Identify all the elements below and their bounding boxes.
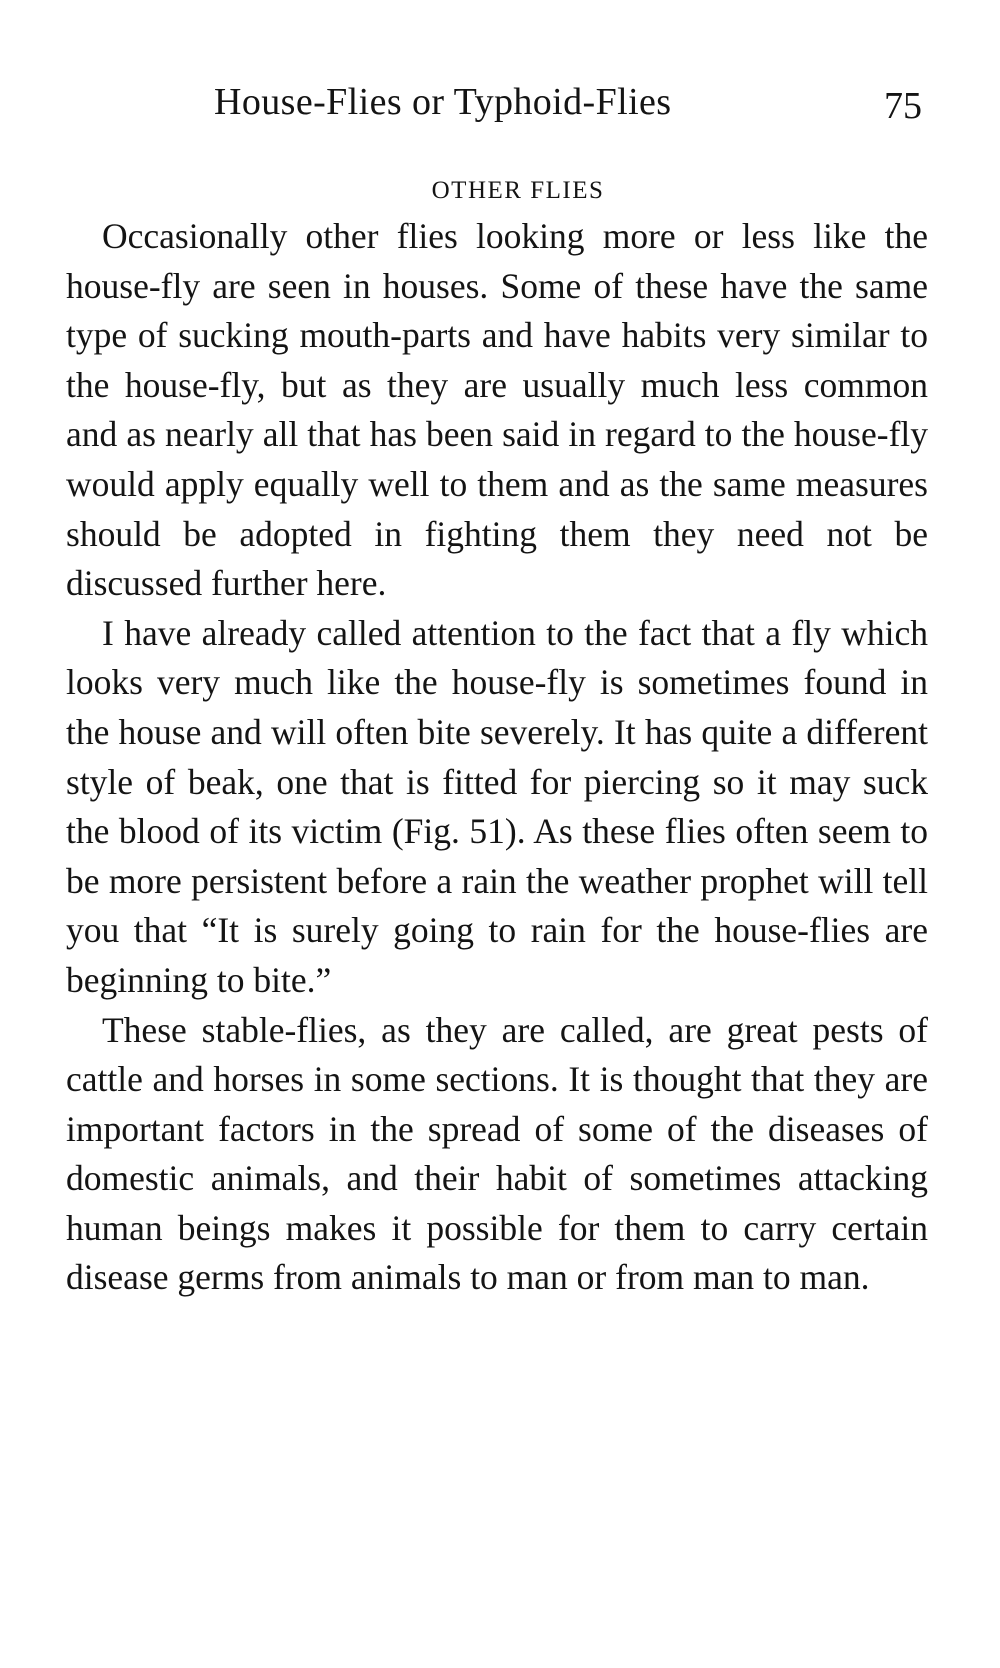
paragraph-other-flies: Occasionally other flies looking more or less like the house-fly are seen in houses. Some of these have the same type of sucking mouth-parts and have habits very similar to the house-fly, but as they are usually much less common and as nearly all that has been said in regard to the house-fly would apply equally well to them and as the same measures should be adopted in fighting them they need not be discussed further here. [66, 216, 928, 604]
paragraph-biting-fly: I have already called attention to the fact that a fly which looks very much like the house-fly is sometimes found in the house and will often bite severely. It has quite a different style of beak, one that is fitted for piercing so it may suck the blood of its victim (Fig. 51). As these flies often seem to be more persistent before a rain the weather prophet will tell you that “It is surely going to rain for the house-flies are beginning to bite.” [66, 612, 928, 1000]
paragraph-stable-flies: These stable-flies, as they are called, are great pests of cattle and horses in some sections. It is thought that they are important factors in the spread of some of the diseases of domestic animals, and their habit of sometimes attacking human beings makes it possible for them to carry certain disease germs from animals to man or from man to man. [66, 1009, 928, 1298]
section-heading: OTHER FLIES [431, 177, 605, 204]
page-number: 75 [884, 85, 922, 127]
running-head [214, 78, 934, 138]
running-title: House-Flies or Typhoid-Flies [214, 81, 672, 123]
body-text [66, 212, 928, 1303]
